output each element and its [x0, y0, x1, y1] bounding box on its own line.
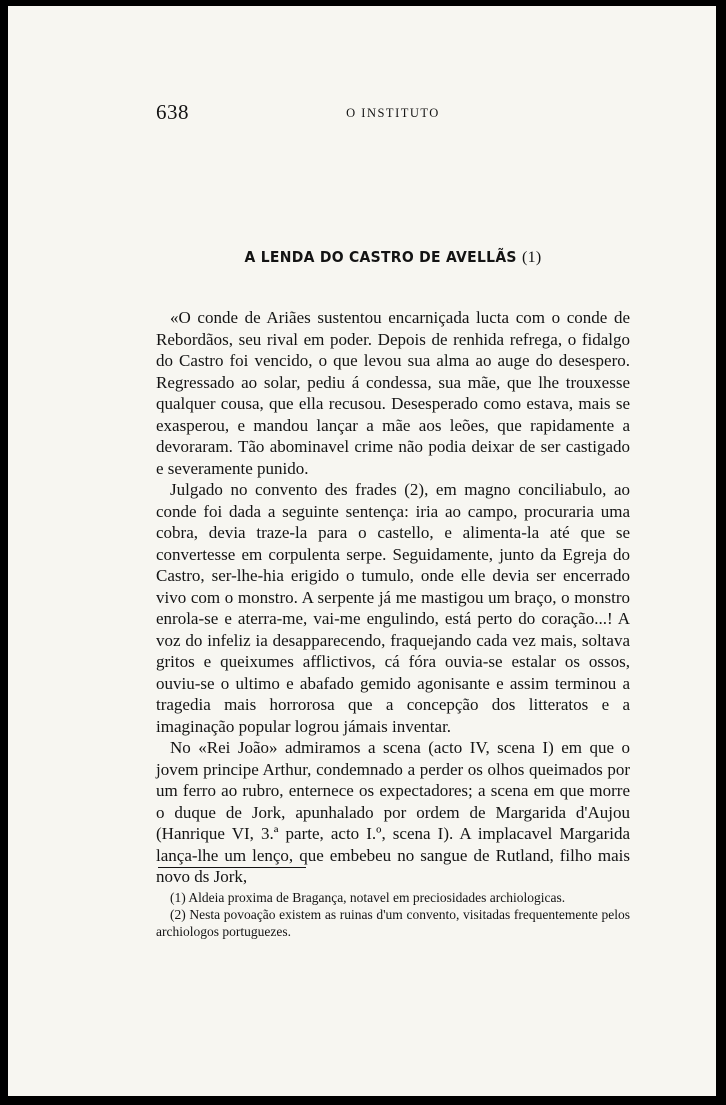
page-number: 638: [156, 100, 189, 124]
article-body: [156, 307, 630, 888]
paragraph: «O conde de Ariães sustentou encarniçada lucta com o conde de Rebordãos, seu rival em poder. Depois de renhida refrega, o fidalgo do Castro foi vencido, o que levou sua alma ao auge do desespero. Regressado ao solar, pediu á condessa, sua mãe, que lhe trouxesse qualquer cousa, que ella recusou. Desesperado como estava, mais se exasperou, e mandou lançar a mãe aos leões, que rapidamente a devoraram. Tão abominavel crime não podia deixar de ser castigado e severamente punido.: [156, 308, 630, 478]
book-page: [8, 6, 716, 1096]
footnotes: [156, 889, 630, 940]
footnote: (1) Aldeia proxima de Bragança, notavel em preciosidades archiologicas.: [170, 890, 566, 905]
footnote: (2) Nesta povoação existem as ruinas d'um convento, visitadas frequentemente pelos archiologos portuguezes.: [156, 907, 630, 939]
article-title: [156, 248, 630, 267]
article-title-text: A LENDA DO CASTRO DE AVELLÃS: [244, 248, 517, 266]
running-title: O INSTITUTO: [346, 106, 440, 120]
footnote-separator: [158, 867, 306, 868]
page-header: [156, 100, 630, 126]
paragraph: No «Rei João» admiramos a scena (acto IV, scena I) em que o jovem principe Arthur, condemnado a perder os olhos queimados por um ferro ao rubro, enternece os expectadores; a scena em que morre o duque de Jork, apunhalado por ordem de Margarida d'Aujou (Hanrique VI, 3.ª parte, acto I.º, scena I). A implacavel Margarida lança-lhe um lenço, que embebeu no sangue de Rutland, filho mais novo ds Jork,: [156, 738, 630, 886]
title-footnote-ref: (1): [521, 249, 542, 266]
paragraph: Julgado no convento des frades (2), em magno conciliabulo, ao conde foi dada a seguinte sentença: iria ao campo, procuraria uma cobra, devia traze-la para o castello, e alimenta-la até que se convertesse em corpulenta serpe. Seguidamente, junto da Egreja do Castro, ser-lhe-hia erigido o tumulo, onde elle devia ser encerrado vivo com o monstro. A serpente já me mastigou um braço, o monstro enrola-se e aterra-me, vai-me engulindo, está perto do coração...! A voz do infeliz ia desapparecendo, fraquejando cada vez mais, soltava gritos e queixumes afflictivos, cá fóra ouvia-se estalar os ossos, ouviu-se o ultimo e abafado gemido agonisante e assim terminou a tragedia mais horrorosa que a concepção dos litteratos e a imaginação popular logrou jámais inventar.: [156, 480, 630, 736]
